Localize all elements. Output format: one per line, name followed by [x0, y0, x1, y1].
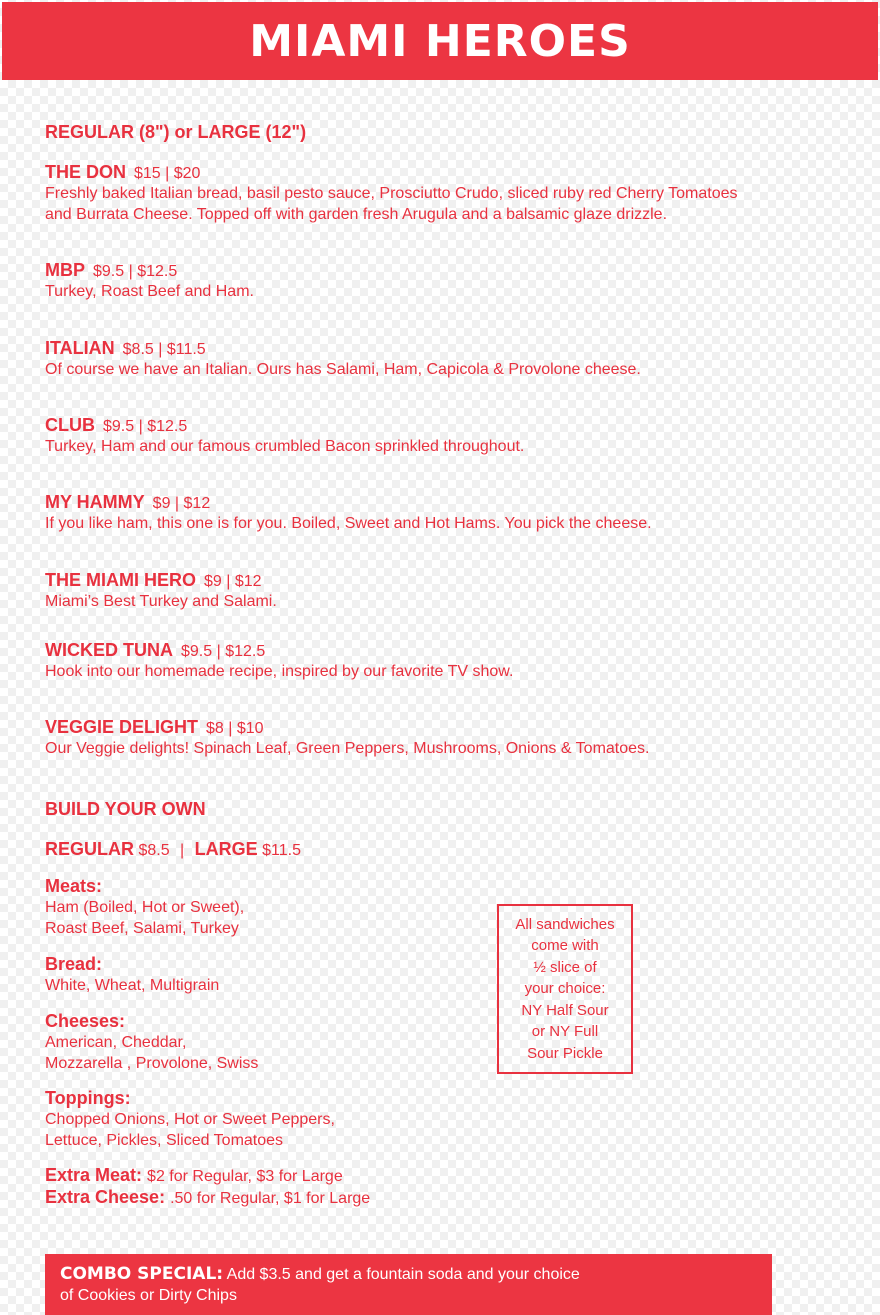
category-line: Chopped Onions, Hot or Sweet Peppers,	[45, 1111, 335, 1128]
item-desc: Miami’s Best Turkey and Salami.	[45, 593, 277, 610]
pickle-note	[515, 914, 614, 1065]
combo-line-1	[60, 1264, 772, 1285]
large-label: LARGE	[194, 839, 258, 859]
item-desc: Turkey, Ham and our famous crumbled Bacon sprinkled throughout.	[45, 438, 525, 455]
note-line: ½ slice of	[533, 958, 597, 976]
combo-text: Add $3.5 and get a fountain soda and your choice	[226, 1266, 580, 1283]
menu-item	[45, 162, 738, 225]
price-separator: |	[180, 842, 185, 859]
item-price: $9.5 | $12.5	[93, 263, 178, 280]
extra-meat-text: $2 for Regular, $3 for Large	[147, 1168, 343, 1185]
combo-special-banner	[45, 1254, 772, 1315]
regular-price: $8.5	[138, 842, 170, 859]
item-price: $9.5 | $12.5	[103, 418, 188, 435]
item-price: $15 | $20	[134, 165, 201, 182]
extra-cheese-text: .50 for Regular, $1 for Large	[170, 1190, 371, 1207]
note-line: your choice:	[524, 980, 606, 998]
category-bread	[45, 954, 219, 996]
menu-item	[45, 338, 641, 380]
category-line: Ham (Boiled, Hot or Sweet),	[45, 899, 245, 916]
build-prices	[45, 839, 301, 861]
large-price: $11.5	[262, 842, 301, 859]
item-desc: Freshly baked Italian bread, basil pesto sauce, Prosciutto Crudo, sliced ruby red Cherry Tomatoes	[45, 185, 738, 202]
category-line: Mozzarella , Provolone, Swiss	[45, 1055, 259, 1072]
item-price: $9.5 | $12.5	[181, 643, 266, 660]
menu-item	[45, 717, 649, 759]
regular-label: REGULAR	[45, 839, 134, 859]
category-toppings	[45, 1088, 335, 1151]
item-desc: Of course we have an Italian. Ours has Salami, Ham, Capicola & Provolone cheese.	[45, 361, 641, 378]
extra-meat	[45, 1165, 343, 1186]
category-cheeses	[45, 1011, 258, 1074]
size-heading: REGULAR (8") or LARGE (12")	[45, 122, 307, 142]
combo-text-2: of Cookies or Dirty Chips	[60, 1287, 237, 1304]
category-line: White, Wheat, Multigrain	[45, 977, 220, 994]
item-desc: Turkey, Roast Beef and Ham.	[45, 283, 254, 300]
category-title: Toppings:	[45, 1088, 131, 1108]
note-line: or NY Full	[531, 1023, 599, 1041]
extra-meat-label: Extra Meat:	[45, 1165, 143, 1185]
item-name: THE DON	[45, 162, 126, 182]
item-name: MBP	[45, 260, 85, 280]
page-title: MIAMI HEROES	[249, 15, 631, 67]
combo-title: COMBO SPECIAL:	[60, 1264, 224, 1284]
item-price: $9 | $12	[152, 495, 211, 512]
item-price: $9 | $12	[204, 573, 262, 590]
extra-cheese-label: Extra Cheese:	[45, 1187, 166, 1207]
category-line: Roast Beef, Salami, Turkey	[45, 920, 239, 937]
item-desc: Our Veggie delights! Spinach Leaf, Green Peppers, Mushrooms, Onions & Tomatoes.	[45, 740, 650, 757]
menu-item	[45, 260, 254, 302]
build-heading: BUILD YOUR OWN	[45, 799, 206, 819]
item-desc: and Burrata Cheese. Topped off with garden fresh Arugula and a balsamic glaze drizzle.	[45, 206, 668, 223]
category-meats	[45, 876, 244, 939]
item-price: $8.5 | $11.5	[122, 341, 206, 358]
menu-item	[45, 415, 524, 457]
extra-cheese	[45, 1187, 370, 1208]
item-desc: If you like ham, this one is for you. Boiled, Sweet and Hot Hams. You pick the cheese.	[45, 515, 652, 532]
pickle-note-box	[497, 904, 633, 1074]
note-line: come with	[531, 937, 599, 955]
item-name: THE MIAMI HERO	[45, 570, 196, 590]
item-name: CLUB	[45, 415, 95, 435]
menu-item	[45, 570, 277, 612]
item-name: ITALIAN	[45, 338, 115, 358]
item-price: $8 | $10	[206, 720, 264, 737]
category-title: Bread:	[45, 954, 103, 974]
category-line: Lettuce, Pickles, Sliced Tomatoes	[45, 1132, 284, 1149]
note-line: Sour Pickle	[527, 1044, 603, 1062]
menu-item	[45, 492, 652, 534]
note-line: NY Half Sour	[521, 1001, 609, 1019]
item-name: WICKED TUNA	[45, 640, 173, 660]
note-line: All sandwiches	[515, 915, 615, 933]
item-name: VEGGIE DELIGHT	[45, 717, 199, 737]
menu-item	[45, 640, 513, 682]
category-title: Cheeses:	[45, 1011, 126, 1031]
item-name: MY HAMMY	[45, 492, 145, 512]
item-desc: Hook into our homemade recipe, inspired by our favorite TV show.	[45, 663, 514, 680]
category-line: American, Cheddar,	[45, 1034, 187, 1051]
title-banner	[2, 2, 878, 80]
category-title: Meats:	[45, 876, 103, 896]
